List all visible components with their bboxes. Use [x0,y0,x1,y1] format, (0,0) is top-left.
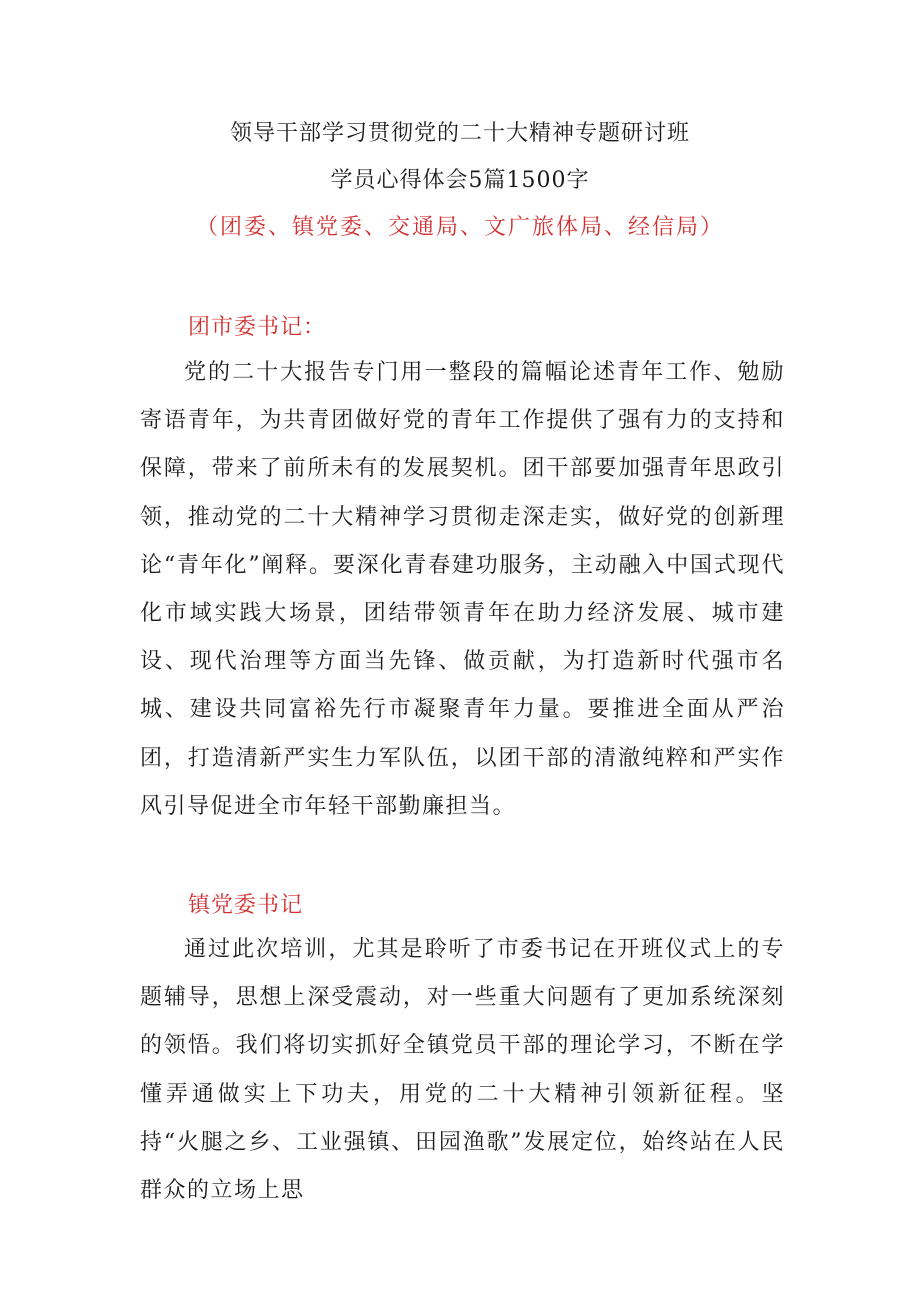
document-title-line-2: 学员心得体会5篇1500字 [330,168,590,193]
document-title-line-1: 领导干部学习贯彻党的二十大精神专题研讨班 [229,121,690,146]
document-subtitle: （团委、镇党委、交通局、文广旅体局、经信局） [195,215,724,240]
section-heading-youth-league: 团市委书记： [188,315,327,340]
section-body-youth-league: 党的二十大报告专门用一整段的篇幅论述青年工作、勉励寄语青年，为共青团做好党的青年工作提供了强有力的支持和保障，带来了前所未有的发展契机。团干部要加强青年思政引领，推动党的二十大精神学习贯彻走深走实，做好党的创新理论“青年化”阐释。要深化青春建功服务，主动融入中国式现代化市域实践大场景，团结带领青年在助力经济发展、城市建设、现代治理等方面当先锋、做贡献，为打造新时代强市名城、建设共同富裕先行市凝聚青年力量。要推进全面从严治团，打造清新严实生力军队伍，以团干部的清澈纯粹和严实作风引导促进全市年轻干部勤廉担当。 [140,360,785,819]
section-heading-town-party: 镇党委书记 [188,893,304,918]
section-body-town-party: 通过此次培训，尤其是聆听了市委书记在开班仪式上的专题辅导，思想上深受震动，对一些重大问题有了更加系统深刻的领悟。我们将切实抓好全镇党员干部的理论学习，不断在学懂弄通做实上下功夫，用党的二十大精神引领新征程。坚持“火腿之乡、工业强镇、田园渔歌”发展定位，始终站在人民群众的立场上思 [140,937,785,1204]
